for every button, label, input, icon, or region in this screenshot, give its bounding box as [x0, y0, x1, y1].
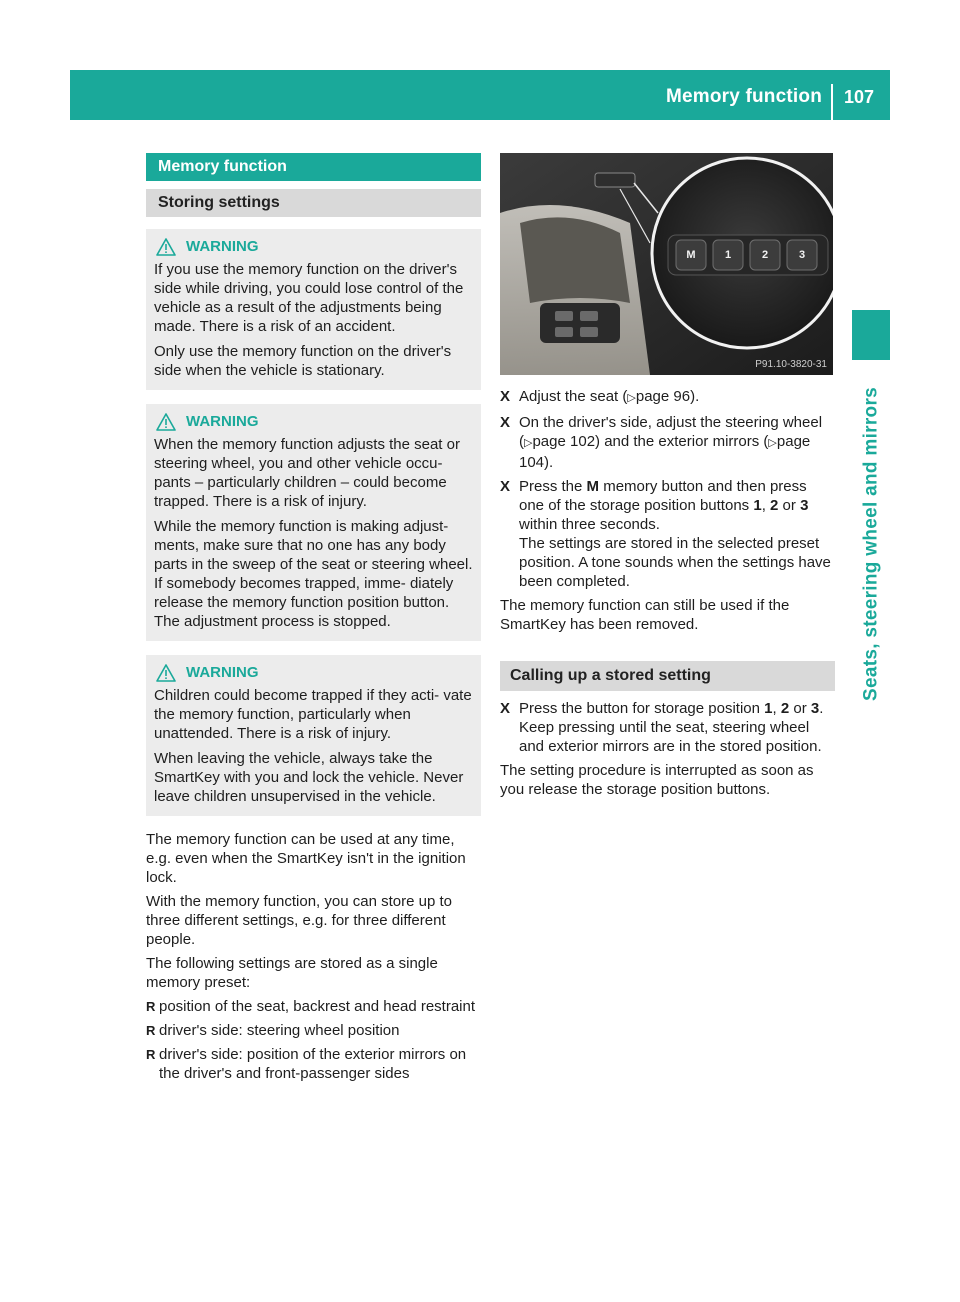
button-name: 3 [800, 497, 809, 514]
step-text: Press the [519, 478, 587, 495]
subsection-title: Storing settings [146, 189, 481, 217]
bullet-list [146, 997, 481, 1083]
spacer [500, 639, 835, 661]
body-paragraph: The setting procedure is interrupted as soon as you release the storage position buttons. [500, 762, 814, 798]
step-text: or [789, 700, 811, 717]
button-name: 1 [753, 497, 762, 514]
page-reference[interactable]: page 96). [635, 388, 700, 405]
step-text: Press the button for storage position [519, 700, 765, 717]
warning-label: WARNING [186, 238, 259, 255]
step-result: The settings are stored in the selected preset position. A tone sounds when the settings have been completed. [519, 535, 831, 590]
warning-label: WARNING [186, 664, 259, 681]
page-reference-arrow-icon: ▷ [768, 437, 777, 449]
warning-text: Only use the memory function on the driver's side when the vehicle is stationary. [154, 343, 452, 379]
side-chapter-label: Seats, steering wheel and mirrors [860, 386, 882, 702]
step-list [500, 387, 835, 591]
warning-text: Children could become trapped if they acti- vate the memory function, particularly when unattended. There is a risk of injury. [154, 687, 472, 742]
button-name: 1 [764, 700, 773, 717]
bullet-item: R position of the seat, backrest and head restraint [146, 997, 481, 1016]
warning-triangle-icon [156, 664, 176, 682]
step-item [500, 699, 835, 756]
step-item [500, 413, 835, 472]
warning-box [146, 404, 481, 641]
door-panel-photo [500, 153, 833, 375]
page-number: 107 [844, 87, 875, 107]
button-name: 3 [810, 700, 820, 717]
memory-button-3: 3 [798, 249, 806, 261]
bullet-item: R driver's side: steering wheel position [146, 1021, 481, 1040]
body-paragraph: With the memory function, you can store up to three different settings, e.g. for three different people. [146, 893, 452, 948]
step-text: or [778, 497, 801, 514]
warning-header [154, 663, 473, 682]
body-paragraph: The memory function can be used at any time, e.g. even when the SmartKey isn't in the ignition lock. [146, 831, 466, 886]
right-column [500, 153, 835, 804]
warning-header [154, 412, 473, 431]
page-reference-arrow-icon: ▷ [524, 437, 533, 449]
step-text: On the driver's side, adjust the steering wheel ( [519, 414, 823, 450]
warning-triangle-icon [156, 238, 176, 256]
step-item [500, 387, 835, 408]
header-title: Memory function [665, 86, 822, 107]
step-text: Adjust the seat ( [519, 388, 628, 405]
step-item [500, 477, 835, 591]
warning-text: When leaving the vehicle, always take the SmartKey with you and lock the vehicle. Never leave children unsupervised in the vehicle. [154, 750, 464, 805]
warning-text: While the memory function is making adjust- ments, make sure that no one has any body parts in the sweep of the seat or steering wheel. If somebody becomes trapped, imme- diately release the memory function position button. The adjustment process is stopped. [154, 518, 473, 630]
page-reference[interactable]: page 104). [519, 433, 811, 471]
step-text: memory button and then press one of the storage position buttons [519, 478, 807, 514]
left-column [146, 153, 481, 1088]
header-separator [831, 84, 833, 120]
warning-triangle-icon [156, 413, 176, 431]
memory-buttons-illustration [500, 153, 833, 375]
memory-button-2: 2 [761, 249, 769, 261]
warning-text: If you use the memory function on the driver's side while driving, you could lose control of the vehicle as a result of the adjustments being made. There is a risk of an accident. [154, 261, 464, 335]
memory-button-1: 1 [724, 249, 732, 261]
side-tab-marker [852, 310, 890, 360]
step-text: , [761, 497, 771, 514]
warning-text: When the memory function adjusts the seat or steering wheel, you and other vehicle occu- pants – particularly children – could become trapped. There is a risk of injury. [154, 436, 460, 510]
memory-button-m: M [686, 249, 696, 261]
warning-box [146, 655, 481, 816]
section-title: Memory function [146, 153, 481, 181]
step-text: , [772, 700, 781, 717]
page-reference-arrow-icon: ▷ [627, 392, 636, 404]
warning-label: WARNING [186, 413, 259, 430]
button-name: M [586, 478, 600, 495]
step-text: . Keep pressing until the seat, steering wheel and exterior mirrors are in the stored position. [519, 700, 824, 755]
bullet-item: R driver's side: position of the exterior mirrors on the driver's and front-passenger sides [146, 1045, 481, 1083]
warning-box [146, 229, 481, 390]
button-name: 2 [770, 497, 779, 514]
step-text: within three seconds. [519, 516, 660, 533]
body-paragraph: The following settings are stored as a single memory preset: [146, 955, 438, 991]
subsection-title: Calling up a stored setting [500, 661, 835, 691]
page-reference[interactable]: page 102) and the exterior mirrors ( [532, 433, 769, 450]
button-name: 2 [780, 700, 790, 717]
photo-code: P91.10-3820-31 [755, 359, 827, 370]
warning-header [154, 237, 473, 256]
page-header [70, 70, 890, 120]
step-list [500, 699, 835, 756]
body-paragraph: The memory function can still be used if the SmartKey has been removed. [500, 597, 790, 633]
